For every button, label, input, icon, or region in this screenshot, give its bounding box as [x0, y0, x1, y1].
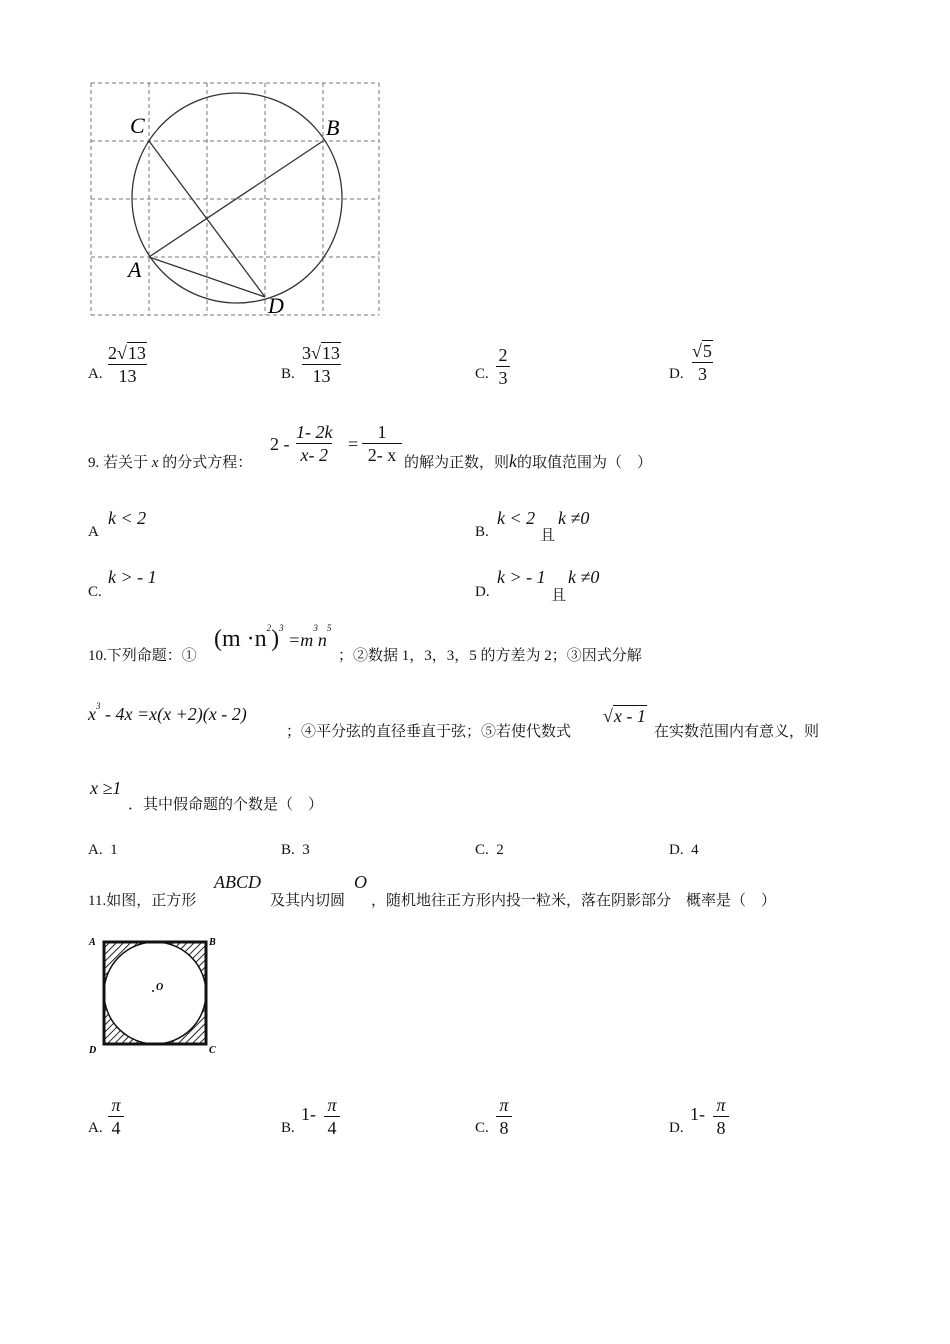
q9-text1: 若关于: [103, 455, 149, 471]
circle-grid-figure: [80, 75, 390, 325]
q10-expr1-e: =m: [288, 630, 314, 650]
q9-eq-sign: =: [348, 434, 359, 454]
square-vertex-a: A: [89, 937, 96, 948]
q11-d-num: π: [716, 1095, 726, 1115]
q8-b-radicand: 13: [321, 343, 340, 363]
q9-f1-den: x- 2: [300, 445, 328, 465]
q10-sqrt-inner: x - 1: [613, 706, 646, 726]
q8-b-coef: 3: [302, 343, 311, 363]
point-a-label: A: [128, 257, 142, 282]
q8-d-den: 3: [697, 364, 707, 384]
q8-a-coef: 2: [108, 343, 117, 363]
q11-d-den: 8: [716, 1118, 726, 1138]
square-vertex-d: D: [89, 1045, 97, 1056]
q8-a-den: 13: [118, 366, 137, 386]
q9-option-a-label: A: [88, 524, 99, 540]
q9-option-d-label: D.: [475, 584, 490, 600]
q11-option-d-label: D.: [669, 1120, 684, 1136]
q11-stem-start: [88, 889, 196, 910]
q11-option-d-prefix: 1-: [690, 1104, 705, 1124]
q11-option-b-label: B.: [281, 1120, 295, 1136]
q10-expr2-c: - 4x =x(x +2)(x - 2): [100, 704, 247, 724]
q10-expr3: x ≥1: [90, 778, 122, 798]
q9-option-a-expr: k < 2: [108, 508, 147, 528]
q9-number: 9.: [88, 455, 100, 471]
q11-option-a-fraction: [108, 1095, 124, 1138]
q10-expr1: [214, 623, 332, 653]
q9-var-k: k: [509, 451, 518, 471]
q10-option-b: [281, 842, 310, 859]
q10-expr1-g: n: [317, 630, 327, 650]
q9-option-c-expr: k > - 1: [108, 567, 157, 587]
q10-expr2-a: x: [88, 704, 96, 724]
q9-stem: [88, 451, 252, 472]
q9-option-b-label: B.: [475, 524, 489, 540]
q10-option-c-value: 2: [496, 842, 504, 858]
q8-option-c-label: C.: [475, 366, 489, 382]
q10-expr1-h: 5: [326, 623, 332, 633]
square-vertex-c: C: [209, 1045, 216, 1056]
q11-abcd: ABCD: [214, 872, 261, 892]
q8-c-num: 2: [498, 345, 508, 365]
point-b-label: B: [326, 115, 340, 140]
q11-c-den: 8: [499, 1118, 509, 1138]
q9-option-b-qie: 且: [540, 528, 556, 544]
q9-option-b-expr: k < 2: [497, 508, 536, 528]
q11-option-b-prefix: 1-: [301, 1104, 316, 1124]
q10-text5: ．其中假命题的个数是（ ）: [128, 797, 324, 813]
q8-c-den: 3: [498, 368, 508, 388]
q10-option-a-value: 1: [110, 842, 118, 858]
q11-option-c-label: C.: [475, 1120, 489, 1136]
q11-b-den: 4: [327, 1118, 337, 1138]
q10-option-b-value: 3: [302, 842, 310, 858]
q9-f1-num: 1- 2k: [296, 422, 333, 442]
q8-option-b-label: B.: [281, 366, 295, 382]
q8-option-d-label: D.: [669, 366, 684, 382]
q10-option-b-label: B.: [281, 842, 295, 858]
q9-option-c-label: C.: [88, 584, 102, 600]
q9-text2: 的分式方程：: [162, 455, 253, 471]
q10-expr2-b: 3: [96, 701, 101, 711]
q10-expr1-b: 2: [266, 623, 272, 633]
q11-option-c-fraction: [496, 1095, 512, 1138]
q11-option-d-fraction: [713, 1095, 729, 1138]
q10-option-a-label: A.: [88, 842, 103, 858]
q9-eq-left: 2 -: [270, 434, 290, 454]
square-vertex-b: B: [209, 937, 216, 948]
q8-option-c-fraction: [496, 345, 510, 388]
q10-option-c: [475, 842, 504, 859]
q11-a-num: π: [111, 1095, 121, 1115]
q10-expr2: [88, 701, 247, 725]
q11-number: 11.: [88, 893, 107, 909]
q8-a-radicand: 13: [127, 343, 146, 363]
q10-option-d-value: 4: [691, 842, 699, 858]
q10-text1: 下列命题：①: [106, 648, 197, 664]
q11-option-a-label: A.: [88, 1120, 103, 1136]
q11-c-num: π: [499, 1095, 509, 1115]
q10-line1-start: [88, 644, 197, 665]
square-incircle-figure: [84, 932, 224, 1062]
q9-option-d-extra: k ≠0: [568, 567, 600, 587]
q9-f2-den: 2- x: [367, 445, 397, 465]
q11-b-num: π: [327, 1095, 337, 1115]
q9-option-d-qie: 且: [551, 588, 567, 604]
q9-text4: 的取值范围为（ ）: [517, 455, 653, 471]
q10-expr1-a: (m ·n: [214, 626, 267, 652]
q9-f2-num: 1: [377, 422, 387, 442]
q10-expr1-d: 3: [279, 623, 284, 633]
q10-option-c-label: C.: [475, 842, 489, 858]
q10-expr1-f: 3: [313, 623, 318, 633]
q10-number: 10.: [88, 648, 107, 664]
q8-b-den: 13: [312, 366, 331, 386]
q11-option-b-fraction: [324, 1095, 340, 1138]
q10-expr1-c: ): [271, 626, 280, 652]
q10-option-a: [88, 842, 118, 859]
q9-option-d-expr: k > - 1: [497, 567, 546, 587]
circle-center-o: O: [156, 982, 164, 993]
point-c-label: C: [130, 113, 145, 138]
q10-text2: ；②数据 1，3，3，5 的方差为 2；③因式分解: [338, 648, 642, 664]
q9-fraction-1: [296, 422, 332, 465]
q8-d-radicand: 5: [702, 341, 712, 361]
q9-fraction-2: [362, 422, 402, 465]
q8-option-a-fraction: 2√13 13: [108, 343, 146, 386]
q8-option-a-label: A.: [88, 366, 103, 382]
q11-text1: 如图，正方形: [106, 893, 197, 909]
q9-stem-tail: [404, 451, 652, 472]
q8-option-d-fraction: √5 3: [692, 341, 712, 384]
q9-text3: 的解为正数，则: [404, 455, 510, 471]
q10-text3: ；④平分弦的直径垂直于弦；⑤若使代数式: [286, 724, 572, 740]
q11-text3: ，随机地往正方形内投一粒米，落在阴影部分 概率是（ ）: [371, 893, 777, 909]
q10-option-d: [669, 842, 699, 859]
point-d-label: D: [268, 293, 284, 318]
q10-option-d-label: D.: [669, 842, 684, 858]
q9-var-x: x: [151, 455, 159, 471]
q9-option-b-extra: k ≠0: [558, 508, 590, 528]
q11-a-den: 4: [111, 1118, 121, 1138]
q8-option-b-fraction: 3√13 13: [302, 343, 340, 386]
q10-text4: 在实数范围内有意义，则: [654, 724, 820, 740]
q11-text2: 及其内切圆: [270, 893, 346, 909]
q11-o: O: [354, 872, 367, 892]
q10-sqrt: √x - 1: [603, 706, 646, 726]
